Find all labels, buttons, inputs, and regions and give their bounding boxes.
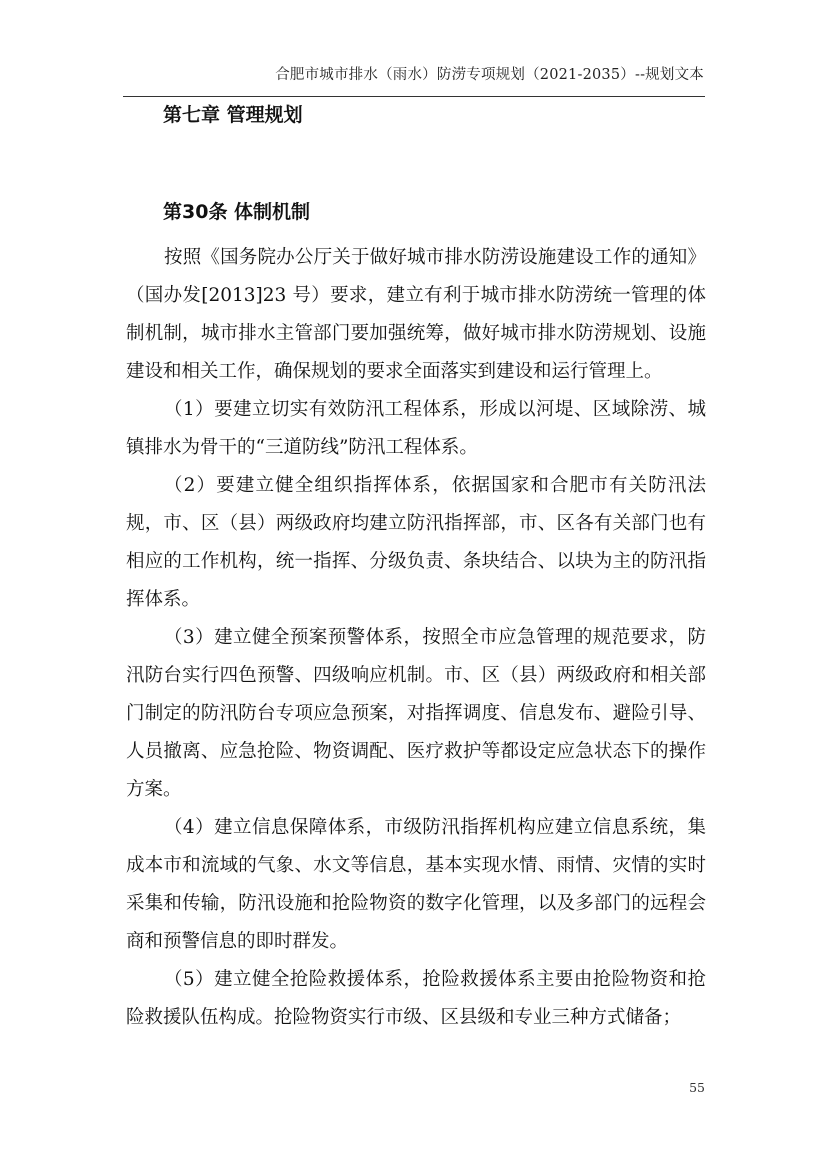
article-title: 第30条 体制机制: [163, 201, 311, 223]
header-divider: [123, 96, 705, 97]
paragraph-item-4: （4）建立信息保障体系，市级防汛指挥机构应建立信息系统，集成本市和流域的气象、水文等信息，基本实现水情、雨情、灾情的实时采集和传输，防汛设施和抢险物资的数字化管理，以及多部门的远程会商和预警信息的即时群发。: [126, 817, 706, 952]
chapter-title: 第七章 管理规划: [163, 104, 303, 126]
paragraph-item-3: （3）建立健全预案预警体系，按照全市应急管理的规范要求，防汛防台实行四色预警、四级响应机制。市、区（县）两级政府和相关部门制定的防汛防台专项应急预案，对指挥调度、信息发布、避险引导、人员撤离、应急抢险、物资调配、医疗救护等都设定应急状态下的操作方案。: [126, 627, 706, 800]
running-header: 合肥市城市排水（雨水）防涝专项规划（2021-2035）--规划文本: [275, 67, 704, 83]
document-body: [126, 239, 706, 1037]
paragraph-intro: 按照《国务院办公厅关于做好城市排水防涝设施建设工作的通知》（国办发[2013]23 号）要求，建立有利于城市排水防涝统一管理的体制机制，城市排水主管部门要加强统筹，做好城市排水防涝规划、设施建设和相关工作，确保规划的要求全面落实到建设和运行管理上。: [126, 247, 706, 382]
page-number: 55: [689, 1080, 705, 1095]
paragraph-item-5: （5）建立健全抢险救援体系，抢险救援体系主要由抢险物资和抢险救援队伍构成。抢险物资实行市级、区县级和专业三种方式储备；: [126, 969, 706, 1028]
paragraph-item-2: （2）要建立健全组织指挥体系，依据国家和合肥市有关防汛法规，市、区（县）两级政府均建立防汛指挥部，市、区各有关部门也有相应的工作机构，统一指挥、分级负责、条块结合、以块为主的防汛指挥体系。: [126, 475, 706, 610]
paragraph-item-1: （1）要建立切实有效防汛工程体系，形成以河堤、区域除涝、城镇排水为骨干的“三道防线”防汛工程体系。: [126, 399, 706, 458]
